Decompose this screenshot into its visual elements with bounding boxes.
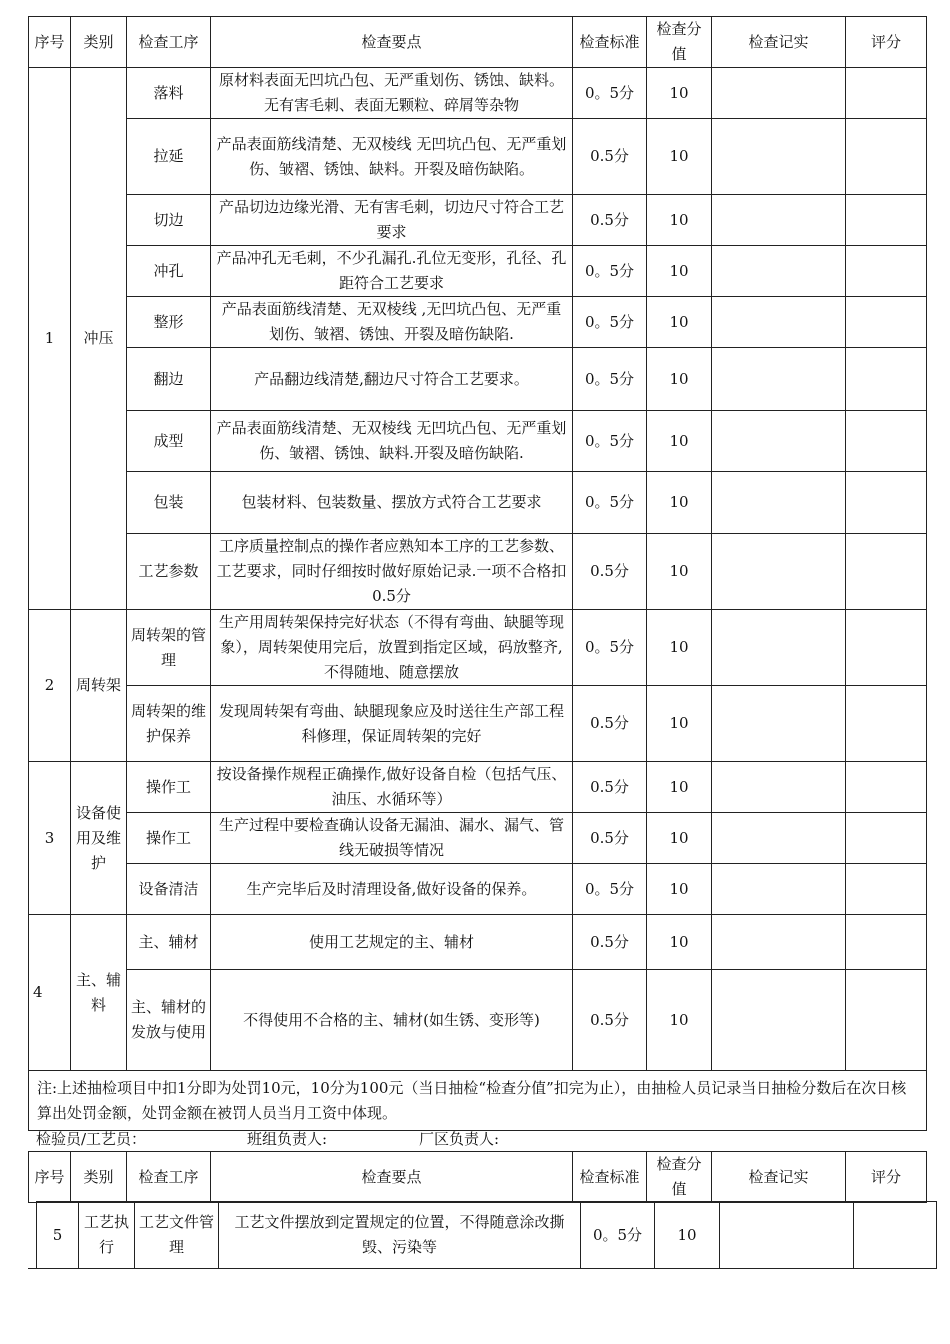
record-cell[interactable] xyxy=(712,411,846,472)
row-point: 不得使用不合格的主、辅材(如生锈、变形等) xyxy=(211,970,573,1071)
record-cell[interactable] xyxy=(712,68,846,119)
rating-cell[interactable] xyxy=(846,813,927,864)
group-no: 4 xyxy=(29,915,71,1071)
record-cell[interactable] xyxy=(712,970,846,1071)
row-point: 使用工艺规定的主、辅材 xyxy=(211,915,573,970)
table-row xyxy=(29,762,927,813)
table-header-row xyxy=(29,17,927,68)
row-standard: 0。5分 xyxy=(573,864,647,915)
group5-table xyxy=(36,1201,937,1269)
row-point: 产品切边边缘光滑、无有害毛刺，切边尺寸符合工艺要求 xyxy=(211,195,573,246)
row-standard: 0。5分 xyxy=(573,411,647,472)
table-row xyxy=(29,686,927,762)
row-point: 产品表面筋线清楚、无双棱线 无凹坑凸包、无严重划伤、皱褶、锈蚀、缺料。开裂及暗伤缺陷。 xyxy=(211,119,573,195)
row-standard: 0。5分 xyxy=(581,1202,655,1269)
row-score: 10 xyxy=(647,119,712,195)
row-score: 10 xyxy=(647,246,712,297)
row-standard: 0.5分 xyxy=(573,119,647,195)
row-standard: 0。5分 xyxy=(573,68,647,119)
row-process: 翻边 xyxy=(127,348,211,411)
rating-cell[interactable] xyxy=(846,686,927,762)
row-process: 成型 xyxy=(127,411,211,472)
record-cell[interactable] xyxy=(712,246,846,297)
row-score: 10 xyxy=(647,813,712,864)
row-score: 10 xyxy=(647,411,712,472)
row-process: 操作工 xyxy=(127,762,211,813)
row-score: 10 xyxy=(647,686,712,762)
row-process: 主、辅材的发放与使用 xyxy=(127,970,211,1071)
row-process: 整形 xyxy=(127,297,211,348)
rating-cell[interactable] xyxy=(854,1202,937,1269)
rating-cell[interactable] xyxy=(846,534,927,610)
row-process: 周转架的维护保养 xyxy=(127,686,211,762)
note-text: 注:上述抽检项目中扣1分即为处罚10元，10分为100元（当日抽检“检查分值”扣完为止），由抽检人员记录当日抽检分数后在次日核算出处罚金额，处罚金额在被罚人员当月工资中体现。 xyxy=(29,1071,927,1131)
factory-leader-label: 厂区负责人: xyxy=(419,1130,500,1148)
table-row xyxy=(29,348,927,411)
table-row xyxy=(29,68,927,119)
header-point: 检查要点 xyxy=(211,1152,573,1203)
rating-cell[interactable] xyxy=(846,348,927,411)
row-process: 操作工 xyxy=(127,813,211,864)
signature-footer xyxy=(36,1128,499,1150)
row-standard: 0.5分 xyxy=(573,195,647,246)
rating-cell[interactable] xyxy=(846,762,927,813)
group-category: 主、辅料 xyxy=(71,915,127,1071)
table-row xyxy=(29,970,927,1071)
row-point: 按设备操作规程正确操作,做好设备自检（包括气压、油压、水循环等） xyxy=(211,762,573,813)
header-score: 检查分值 xyxy=(647,1152,712,1203)
table-row xyxy=(29,864,927,915)
header-record: 检查记实 xyxy=(712,1152,846,1203)
group-no: 5 xyxy=(37,1202,79,1269)
record-cell[interactable] xyxy=(712,915,846,970)
row-process: 落料 xyxy=(127,68,211,119)
table-row xyxy=(29,297,927,348)
header-rating: 评分 xyxy=(846,1152,927,1203)
record-cell[interactable] xyxy=(712,610,846,686)
row-process: 工艺参数 xyxy=(127,534,211,610)
row-process: 设备清洁 xyxy=(127,864,211,915)
row-score: 10 xyxy=(647,195,712,246)
row-point: 工序质量控制点的操作者应熟知本工序的工艺参数、工艺要求，同时仔细按时做好原始记录.一项不合格扣0.5分 xyxy=(211,534,573,610)
rating-cell[interactable] xyxy=(846,864,927,915)
record-cell[interactable] xyxy=(712,297,846,348)
row-point: 生产用周转架保持完好状态（不得有弯曲、缺腿等现象），周转架使用完后，放置到指定区域，码放整齐,不得随地、随意摆放 xyxy=(211,610,573,686)
header-category: 类别 xyxy=(71,1152,127,1203)
table-row xyxy=(29,246,927,297)
header-process: 检查工序 xyxy=(127,17,211,68)
rating-cell[interactable] xyxy=(846,915,927,970)
second-table-header xyxy=(28,1151,927,1203)
row-standard: 0。5分 xyxy=(573,246,647,297)
record-cell[interactable] xyxy=(712,195,846,246)
note-row xyxy=(29,1071,927,1131)
row-process: 冲孔 xyxy=(127,246,211,297)
row-score: 10 xyxy=(655,1202,720,1269)
table-row xyxy=(29,915,927,970)
rating-cell[interactable] xyxy=(846,472,927,534)
header-score: 检查分值 xyxy=(647,17,712,68)
row-point: 工艺文件摆放到定置规定的位置，不得随意涂改撕毁、污染等 xyxy=(219,1202,581,1269)
group-category: 冲压 xyxy=(71,68,127,610)
row-standard: 0.5分 xyxy=(573,686,647,762)
header-record: 检查记实 xyxy=(712,17,846,68)
row-process: 工艺文件管理 xyxy=(135,1202,219,1269)
record-cell[interactable] xyxy=(712,762,846,813)
row-score: 10 xyxy=(647,915,712,970)
record-cell[interactable] xyxy=(720,1202,854,1269)
table-row xyxy=(37,1202,937,1269)
row-point: 产品翻边线清楚,翻边尺寸符合工艺要求。 xyxy=(211,348,573,411)
inspector-label: 检验员/工艺员： xyxy=(36,1130,147,1148)
row-process: 包装 xyxy=(127,472,211,534)
record-cell[interactable] xyxy=(712,686,846,762)
header-category: 类别 xyxy=(71,17,127,68)
group-category: 工艺执行 xyxy=(79,1202,135,1269)
table-row xyxy=(29,610,927,686)
row-standard: 0。5分 xyxy=(573,472,647,534)
row-process: 拉延 xyxy=(127,119,211,195)
rating-cell[interactable] xyxy=(846,68,927,119)
inspection-table xyxy=(28,16,927,1131)
row-standard: 0.5分 xyxy=(573,762,647,813)
group-category: 设备使用及维护 xyxy=(71,762,127,915)
record-cell[interactable] xyxy=(712,864,846,915)
row-process: 切边 xyxy=(127,195,211,246)
row-standard: 0.5分 xyxy=(573,534,647,610)
header-process: 检查工序 xyxy=(127,1152,211,1203)
header-no: 序号 xyxy=(29,1152,71,1203)
divider xyxy=(28,1268,38,1269)
row-standard: 0。5分 xyxy=(573,610,647,686)
row-standard: 0。5分 xyxy=(573,348,647,411)
table-row xyxy=(29,472,927,534)
rating-cell[interactable] xyxy=(846,610,927,686)
row-standard: 0.5分 xyxy=(573,915,647,970)
group-category: 周转架 xyxy=(71,610,127,762)
table-row xyxy=(29,534,927,610)
group-no: 3 xyxy=(29,762,71,915)
table-row xyxy=(29,813,927,864)
row-score: 10 xyxy=(647,297,712,348)
row-score: 10 xyxy=(647,970,712,1071)
record-cell[interactable] xyxy=(712,348,846,411)
table-row xyxy=(29,119,927,195)
header-no: 序号 xyxy=(29,17,71,68)
header-standard: 检查标准 xyxy=(573,1152,647,1203)
row-score: 10 xyxy=(647,762,712,813)
row-score: 10 xyxy=(647,864,712,915)
rating-cell[interactable] xyxy=(846,297,927,348)
row-point: 产品冲孔无毛刺，不少孔漏孔.孔位无变形，孔径、孔距符合工艺要求 xyxy=(211,246,573,297)
row-point: 包装材料、包装数量、摆放方式符合工艺要求 xyxy=(211,472,573,534)
row-score: 10 xyxy=(647,348,712,411)
record-cell[interactable] xyxy=(712,472,846,534)
row-process: 周转架的管理 xyxy=(127,610,211,686)
rating-cell[interactable] xyxy=(846,246,927,297)
row-score: 10 xyxy=(647,610,712,686)
row-point: 产品表面筋线清楚、无双棱线 无凹坑凸包、无严重划伤、皱褶、锈蚀、缺料.开裂及暗伤缺陷. xyxy=(211,411,573,472)
header-point: 检查要点 xyxy=(211,17,573,68)
table-header-row xyxy=(29,1152,927,1203)
header-standard: 检查标准 xyxy=(573,17,647,68)
row-point: 发现周转架有弯曲、缺腿现象应及时送往生产部工程科修理，保证周转架的完好 xyxy=(211,686,573,762)
table-row xyxy=(29,411,927,472)
rating-cell[interactable] xyxy=(846,411,927,472)
row-standard: 0。5分 xyxy=(573,297,647,348)
team-leader-label: 班组负责人: xyxy=(247,1130,328,1148)
row-score: 10 xyxy=(647,534,712,610)
rating-cell[interactable] xyxy=(846,195,927,246)
header-rating: 评分 xyxy=(846,17,927,68)
row-point: 原材料表面无凹坑凸包、无严重划伤、锈蚀、缺料。无有害毛刺、表面无颗粒、碎屑等杂物 xyxy=(211,68,573,119)
row-score: 10 xyxy=(647,68,712,119)
table-row xyxy=(29,195,927,246)
row-point: 生产完毕后及时清理设备,做好设备的保养。 xyxy=(211,864,573,915)
row-point: 生产过程中要检查确认设备无漏油、漏水、漏气、管线无破损等情况 xyxy=(211,813,573,864)
record-cell[interactable] xyxy=(712,534,846,610)
record-cell[interactable] xyxy=(712,119,846,195)
row-point: 产品表面筋线清楚、无双棱线 ,无凹坑凸包、无严重划伤、皱褶、锈蚀、开裂及暗伤缺陷. xyxy=(211,297,573,348)
rating-cell[interactable] xyxy=(846,119,927,195)
rating-cell[interactable] xyxy=(846,970,927,1071)
row-score: 10 xyxy=(647,472,712,534)
row-standard: 0.5分 xyxy=(573,970,647,1071)
group-no: 1 xyxy=(29,68,71,610)
group-no: 2 xyxy=(29,610,71,762)
record-cell[interactable] xyxy=(712,813,846,864)
row-standard: 0.5分 xyxy=(573,813,647,864)
row-process: 主、辅材 xyxy=(127,915,211,970)
